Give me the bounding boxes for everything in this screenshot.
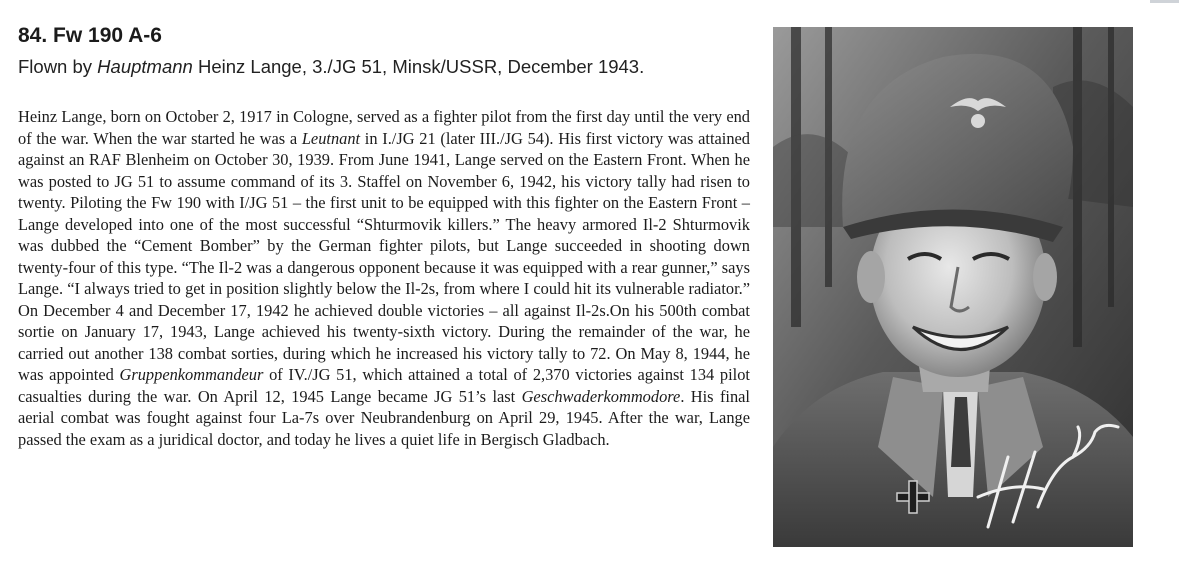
page-subtitle	[18, 56, 644, 78]
biography-paragraph	[18, 106, 750, 450]
ear-left	[857, 251, 885, 303]
bio-segment-1: Heinz Lange, born on October 2, 1917 in Cologne, served as a fighter pilot from the first day until the very end of the war. When the war started he was a	[18, 107, 750, 148]
bio-rank-gruppenkommandeur: Gruppenkommandeur	[119, 365, 264, 384]
page-title: 84. Fw 190 A-6	[18, 24, 162, 47]
subtitle-rank: Hauptmann	[97, 56, 193, 77]
bio-segment-3: of IV./JG 51, which attained a total of 2,370 victories against 134 pilot casualties during the war. On April 12, 1945 Lange became JG 51’s last	[18, 365, 750, 406]
bio-rank-leutnant: Leutnant	[301, 128, 361, 148]
ear-right	[1033, 253, 1057, 301]
bio-segment-4: . His final aerial combat was fought against four La-7s over Neubrandenburg on April 29, 1945. After the war, Lange passed the exam as a juridical doctor, and today he lives a quiet life in Bergisch Gladbach.	[18, 386, 750, 449]
subtitle-prefix: Flown by	[18, 56, 98, 77]
subtitle-detail: Heinz Lange, 3./JG 51, Minsk/USSR, December 1943.	[192, 56, 645, 77]
biography-text	[18, 106, 750, 450]
bio-rank-geschwaderkommodore: Geschwaderkommodore	[521, 386, 681, 406]
bio-segment-2: in I./JG 21 (later III./JG 54). His first victory was attained against an RAF Blenheim on October 30, 1939. From June 1941, Lange served on the Eastern Front. When he was posted to JG 51 to assume command of its 3. Staffel on November 6, 1942, his victory tally had risen to twenty. Piloting the Fw 190 with I/JG 51 – the first unit to be equipped with this fighter on the Eastern Front – Lange developed into one of the most successful “Shturmovik killers.” The heavy armored Il-2 Shturmovik was dubbed the “Cement Bomber” by the German fighter pilots, but Lange succeeded in shooting down twenty-four of this type. “The Il-2 was a dangerous opponent because it was equipped with a rear gunner,” says Lange. “I always tried to get in position slightly below the Il-2s, from where I could hit its vulnerable radiator.” On December 4 and December 17, 1942 he achieved double victories – all against Il-2s.On his 500th combat sortie on January 17, 1943, Lange achieved his twenty-sixth victory. During the remainder of the war, he carried out another 138 combat sorties, during which he increased his victory tally to 72. On May 8, 1944, he was appointed	[18, 128, 750, 384]
page-edge-rule	[1150, 0, 1179, 3]
pilot-portrait-photo	[773, 27, 1133, 547]
portrait-illustration	[773, 27, 1133, 547]
